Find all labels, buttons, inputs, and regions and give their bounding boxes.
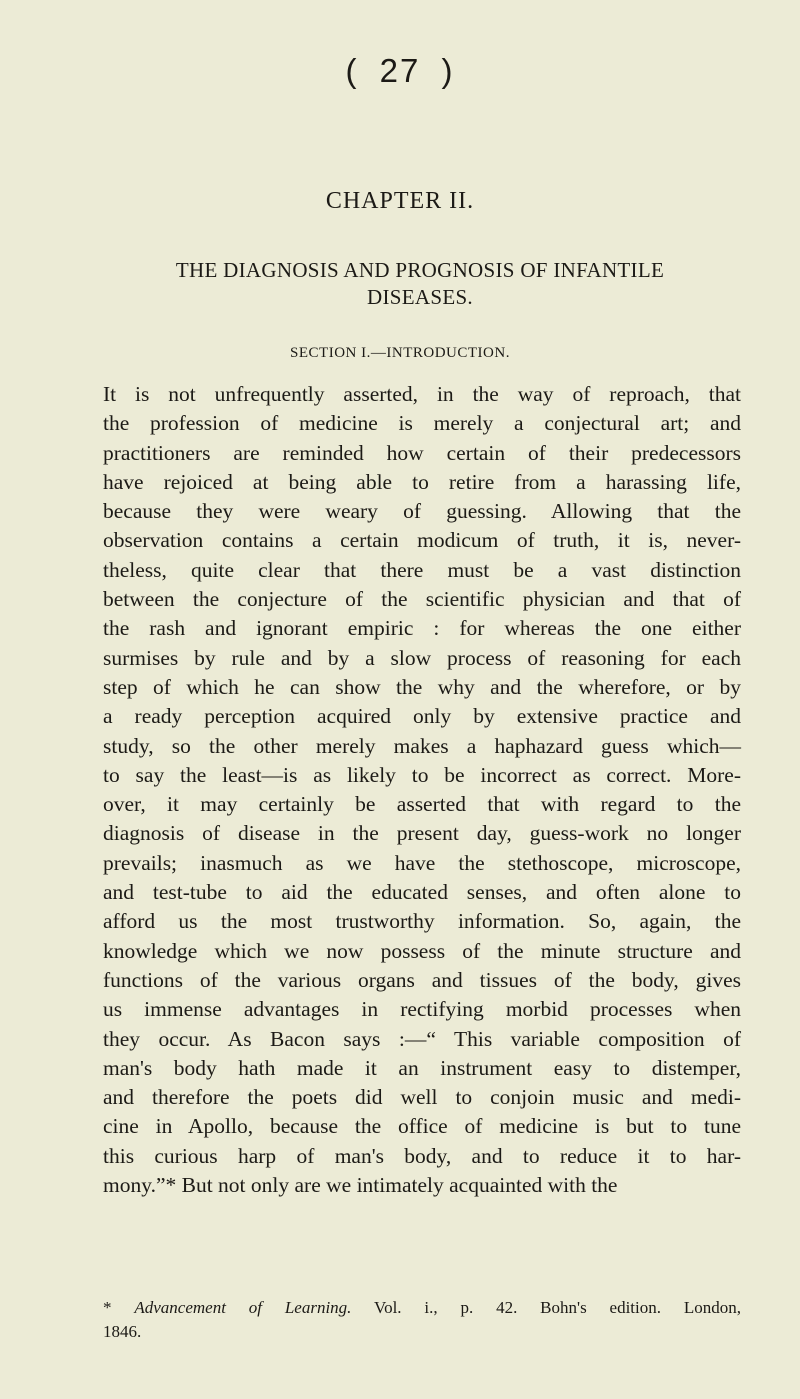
text-line: a ready perception acquired only by extensive practice and bbox=[103, 704, 741, 729]
text-line: observation contains a certain modicum of truth, it is, never- bbox=[103, 528, 741, 553]
text-line: to say the least—is as likely to be incorrect as correct. More- bbox=[103, 762, 741, 787]
text-line: theless, quite clear that there must be a vast distinction bbox=[103, 557, 741, 582]
chapter-title: CHAPTER II. bbox=[325, 188, 475, 214]
footnote-citation: Vol. i., p. 42. Bohn's edition. London, bbox=[373, 1298, 741, 1317]
text-line: It is not unfrequently asserted, in the way of reproach, that bbox=[103, 382, 741, 406]
footnote-title: Advancement of Learning. bbox=[134, 1298, 352, 1317]
page-number: ( 27 ) bbox=[345, 52, 455, 89]
text-line: functions of the various organs and tissues of the body, gives bbox=[103, 967, 741, 992]
text-line: man's body hath made it an instrument easy to distemper, bbox=[103, 1055, 741, 1080]
text-line: diagnosis of disease in the present day, guess-work no longer bbox=[103, 821, 741, 846]
text-line: because they were weary of guessing. Allowing that the bbox=[103, 499, 741, 524]
text-line: the profession of medicine is merely a conjectural art; and bbox=[103, 411, 741, 436]
text-line: step of which he can show the why and the wherefore, or by bbox=[103, 674, 741, 699]
text-line: practitioners are reminded how certain of their predecessors bbox=[103, 440, 741, 465]
text-line: the rash and ignorant empiric : for whereas the one either bbox=[103, 616, 741, 641]
text-line: this curious harp of man's body, and to reduce it to har- bbox=[103, 1143, 741, 1168]
text-line: study, so the other merely makes a haphazard guess which— bbox=[103, 733, 741, 758]
text-line: have rejoiced at being able to retire from a harassing life, bbox=[103, 469, 741, 494]
text-line: cine in Apollo, because the office of medicine is but to tune bbox=[103, 1114, 741, 1139]
text-line: they occur. As Bacon says :—“ This variable composition of bbox=[103, 1026, 741, 1051]
chapter-heading: THE DIAGNOSIS AND PROGNOSIS OF INFANTILE DISEASES. bbox=[175, 258, 665, 309]
body-text bbox=[103, 380, 741, 1200]
section-title: SECTION I.—INTRODUCTION. bbox=[290, 345, 510, 361]
text-line: knowledge which we now possess of the minute structure and bbox=[103, 938, 741, 963]
text-line: mony.”* But not only are we intimately acquainted with the bbox=[103, 1173, 618, 1198]
footnote-year: 1846. bbox=[103, 1322, 142, 1341]
text-line: prevails; inasmuch as we have the stethoscope, microscope, bbox=[103, 850, 741, 875]
text-line: us immense advantages in rectifying morbid processes when bbox=[103, 997, 741, 1022]
text-line: between the conjecture of the scientific physician and that of bbox=[103, 587, 741, 612]
text-line: and therefore the poets did well to conjoin music and medi- bbox=[103, 1085, 741, 1110]
footnote-line bbox=[103, 1296, 741, 1320]
text-line: surmises by rule and by a slow process of reasoning for each bbox=[103, 645, 741, 670]
footnote bbox=[103, 1296, 741, 1344]
footnote-marker: * bbox=[103, 1298, 112, 1317]
text-line: over, it may certainly be asserted that with regard to the bbox=[103, 792, 741, 817]
text-line: and test-tube to aid the educated senses, and often alone to bbox=[103, 880, 741, 905]
text-line: afford us the most trustworthy information. So, again, the bbox=[103, 909, 741, 934]
